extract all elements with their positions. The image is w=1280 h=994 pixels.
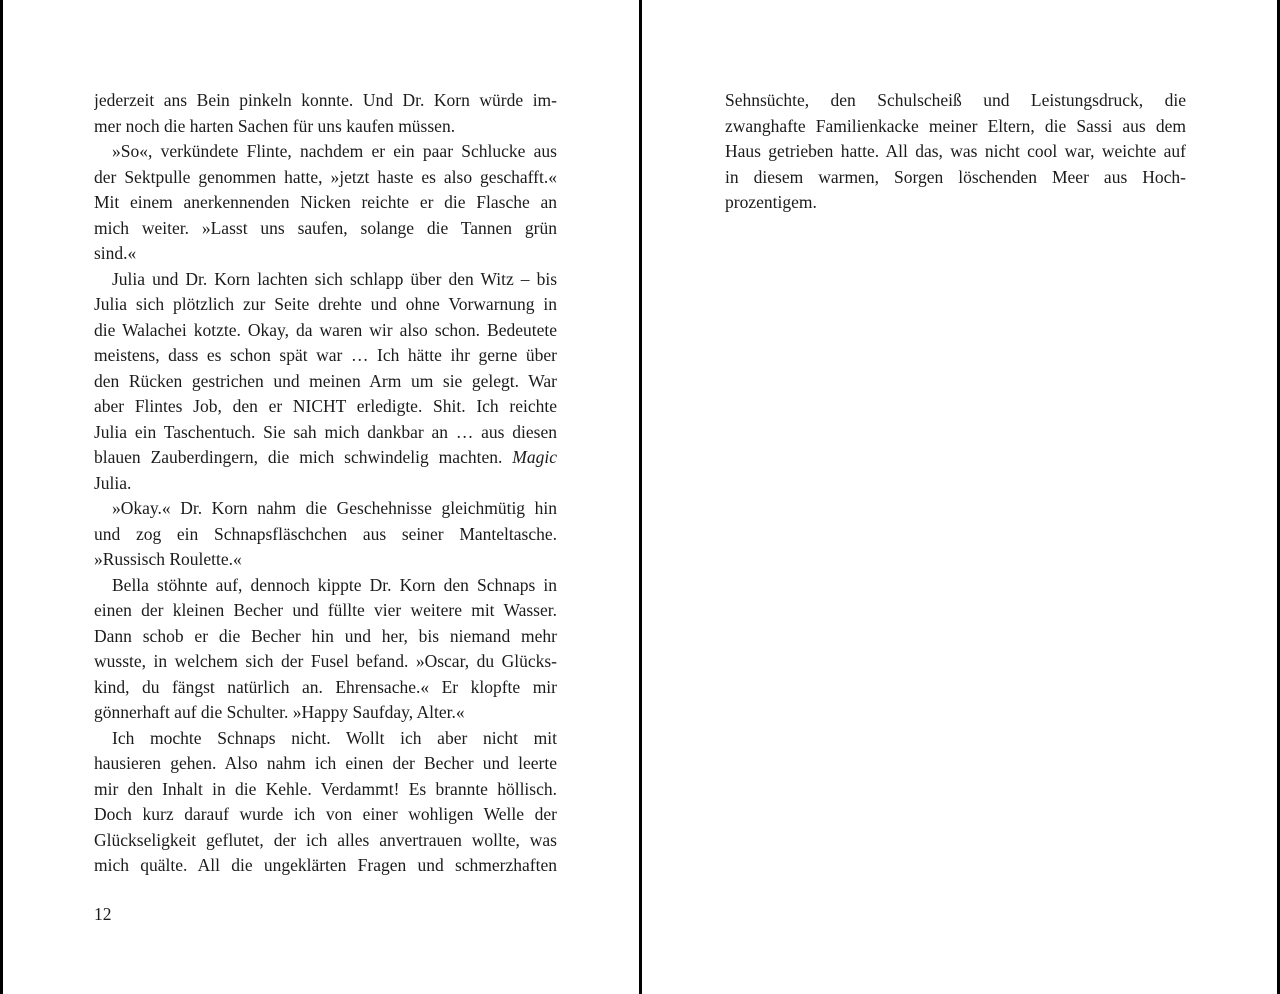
text-line xyxy=(94,598,557,624)
text-segment: Julia sich plötzlich zur Seite drehte und ohne Vorwarnung in xyxy=(94,294,557,314)
text-line xyxy=(94,624,557,650)
text-segment: kind, du fängst natürlich an. Ehrensache.« Er klopfte mir xyxy=(94,676,557,697)
paragraph xyxy=(94,573,557,726)
text-segment: der Sektpulle genommen hatte, »jetzt haste es also geschafft.« xyxy=(94,166,557,187)
right-page xyxy=(642,0,1277,994)
text-line xyxy=(94,216,557,242)
text-line xyxy=(725,114,1186,140)
text-segment: die Walachei kotzte. Okay, da waren wir also schon. Bedeutete xyxy=(94,319,557,340)
text-segment: in diesem warmen, Sorgen löschenden Meer aus Hoch- xyxy=(725,166,1186,187)
text-segment: Bella stöhnte auf, dennoch kippte Dr. Korn den Schnaps in xyxy=(112,574,557,595)
text-segment: Dann schob er die Becher hin und her, bis niemand mehr xyxy=(94,625,557,646)
page-number: 12 xyxy=(94,904,112,924)
text-line xyxy=(94,853,557,879)
text-segment: einen der kleinen Becher und füllte vier weitere mit Wasser. xyxy=(94,600,557,620)
paragraph xyxy=(94,139,557,267)
text-line xyxy=(94,369,557,395)
text-segment: Mit einem anerkennenden Nicken reichte er die Flasche an xyxy=(94,192,557,212)
left-page-text xyxy=(94,88,557,879)
text-segment: und zog ein Schnapsfläschchen aus seiner Manteltasche. xyxy=(94,523,557,544)
text-segment: »Russisch Roulette.« xyxy=(94,549,242,569)
text-segment: prozentigem. xyxy=(725,192,817,212)
paragraph xyxy=(94,726,557,879)
text-line xyxy=(94,777,557,803)
text-segment: gönnerhaft auf die Schulter. »Happy Saufday, Alter.« xyxy=(94,702,465,722)
text-line xyxy=(94,420,557,446)
text-segment: mich quälte. All die ungeklärten Fragen und schmerzhaften xyxy=(94,855,557,875)
text-line xyxy=(94,700,557,726)
text-segment: Sehnsüchte, den Schulscheiß und Leistungsdruck, die xyxy=(725,90,1186,110)
paragraph xyxy=(94,496,557,573)
text-segment: Doch kurz darauf wurde ich von einer wohligen Welle der xyxy=(94,804,557,824)
text-segment: jederzeit ans Bein pinkeln konnte. Und Dr. Korn würde im- xyxy=(94,90,557,110)
italic-text: Magic xyxy=(512,447,557,467)
text-line xyxy=(94,802,557,828)
text-segment: sind.« xyxy=(94,243,137,263)
text-line xyxy=(94,522,557,548)
text-line xyxy=(725,165,1186,191)
text-segment: meistens, dass es schon spät war … Ich hätte ihr gerne über xyxy=(94,345,557,365)
text-segment: hausieren gehen. Also nahm ich einen der Becher und leerte xyxy=(94,753,557,773)
text-segment: »Okay.« Dr. Korn nahm die Geschehnisse gleichmütig hin xyxy=(112,498,557,518)
text-segment: mir den Inhalt in die Kehle. Verdammt! Es brannte höllisch. xyxy=(94,778,557,799)
text-line xyxy=(94,445,557,471)
text-line xyxy=(94,88,557,114)
text-line xyxy=(94,751,557,777)
text-line xyxy=(94,114,557,140)
text-segment: Ich mochte Schnaps nicht. Wollt ich aber nicht mit xyxy=(112,727,557,748)
right-page-text xyxy=(725,88,1186,216)
text-segment: Julia. xyxy=(94,472,132,493)
text-line xyxy=(94,726,557,752)
text-line xyxy=(94,241,557,267)
paragraph xyxy=(94,267,557,497)
text-segment: den Rücken gestrichen und meinen Arm um sie gelegt. War xyxy=(94,370,557,391)
text-line xyxy=(94,190,557,216)
text-line xyxy=(94,165,557,191)
text-segment: Glückseligkeit geflutet, der ich alles anvertrauen wollte, was xyxy=(94,829,557,850)
text-segment: zwanghafte Familienkacke meiner Eltern, die Sassi aus dem xyxy=(725,115,1186,136)
text-line xyxy=(94,139,557,165)
text-segment: Julia ein Taschentuch. Sie sah mich dankbar an … aus diesen xyxy=(94,421,557,442)
text-line xyxy=(94,343,557,369)
left-page xyxy=(3,0,639,994)
text-segment: aber Flintes Job, den er NICHT erledigte. Shit. Ich reichte xyxy=(94,396,557,416)
text-line xyxy=(94,292,557,318)
paragraph xyxy=(94,88,557,139)
paragraph xyxy=(725,88,1186,216)
text-line xyxy=(725,88,1186,114)
text-line xyxy=(94,573,557,599)
text-segment: mer noch die harten Sachen für uns kaufen müssen. xyxy=(94,115,456,136)
text-segment: wusste, in welchem sich der Fusel befand. »Oscar, du Glücks- xyxy=(94,651,557,671)
text-segment: blauen Zauberdingern, die mich schwindelig machten. xyxy=(94,447,513,467)
text-line xyxy=(725,190,1186,216)
text-line xyxy=(94,675,557,701)
text-segment: mich weiter. »Lasst uns saufen, solange die Tannen grün xyxy=(94,217,557,238)
text-line xyxy=(94,267,557,293)
text-line xyxy=(94,394,557,420)
text-line xyxy=(94,828,557,854)
text-segment: Haus getrieben hatte. All das, was nicht cool war, weichte auf xyxy=(725,141,1186,161)
text-line xyxy=(94,649,557,675)
text-line xyxy=(94,471,557,497)
text-line xyxy=(94,318,557,344)
text-segment: »So«, verkündete Flinte, nachdem er ein paar Schlucke aus xyxy=(112,141,557,161)
text-line xyxy=(94,496,557,522)
text-line xyxy=(94,547,557,573)
text-line xyxy=(725,139,1186,165)
text-segment: Julia und Dr. Korn lachten sich schlapp über den Witz – bis xyxy=(112,268,557,289)
